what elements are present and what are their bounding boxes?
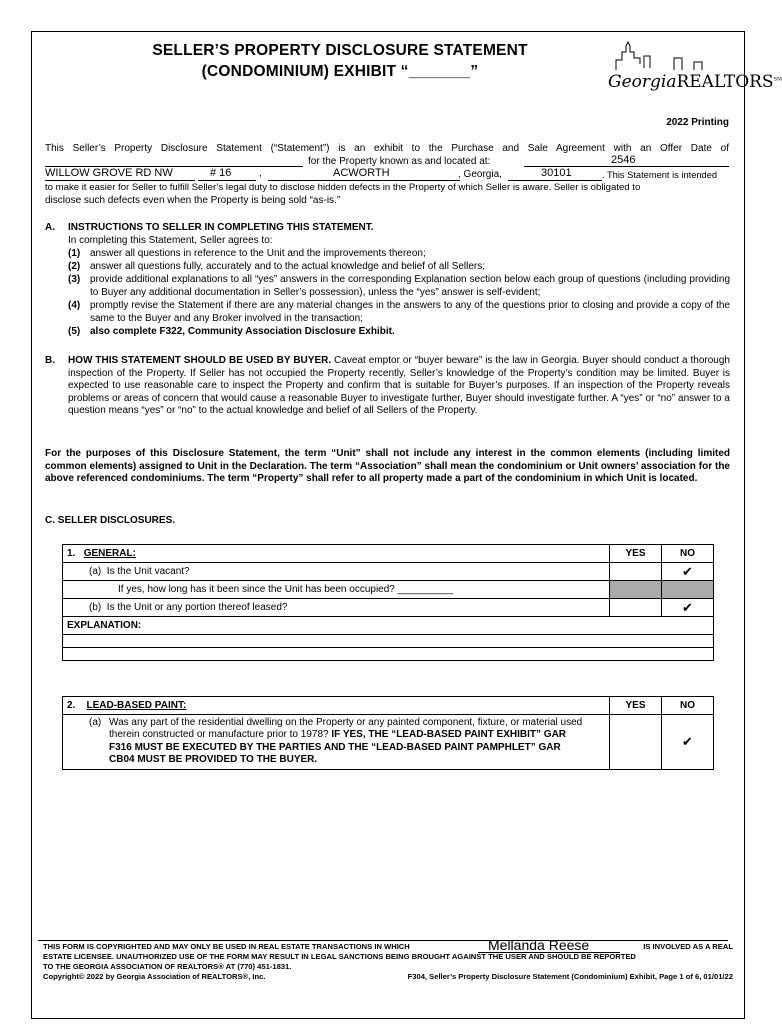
table-row bbox=[63, 697, 714, 715]
footer-copyright-notice bbox=[43, 938, 733, 982]
logo-realtors-text: REALTORS bbox=[676, 72, 774, 92]
general-header bbox=[63, 545, 610, 563]
intro-line-4: to make it easier for Seller to fulfill Seller’s legal duty to disclose hidden defects in the Property of which Seller is aware. Seller is obligated to bbox=[45, 182, 641, 193]
licensee-name-field[interactable]: Mellanda Reese bbox=[488, 937, 590, 953]
table-row bbox=[63, 599, 714, 617]
definitions-paragraph: For the purposes of this Disclosure Statement, the term “Unit” shall not include any interest in the common elements (including limited common elements) assigned to Unit in the Declaration. The term “Association” shall mean the condominium or Unit owners’ association for the above referenced condominiums. The term “Property” shall refer to all property made a part of the condominium in which Unit is located. bbox=[45, 448, 730, 485]
question-2a-yes-cell[interactable] bbox=[610, 715, 662, 770]
comma-separator: , bbox=[259, 168, 262, 179]
footer-line-1 bbox=[43, 942, 733, 952]
section-a-lead: In completing this Statement, Seller agrees to: bbox=[68, 235, 273, 246]
question-1b bbox=[63, 599, 610, 617]
document-subtitle: (CONDOMINIUM) EXHIBIT “_______” bbox=[201, 63, 479, 80]
zip-field[interactable]: 30101 bbox=[541, 167, 572, 179]
question-1b-yes-cell[interactable] bbox=[610, 599, 662, 617]
lead-no-header: NO bbox=[662, 697, 714, 715]
logo-georgia-text: Georgia bbox=[608, 72, 677, 92]
general-no-header: NO bbox=[662, 545, 714, 563]
question-2a-no-check[interactable]: ✔ bbox=[662, 715, 714, 770]
instruction-3-text: provide additional explanations to all “yes” answers in the corresponding Explanation section below each group of questions (including providing to Buyer any additional documentation in Seller’s possession), unless the “yes” answer is self-evident; bbox=[90, 274, 730, 298]
explanation-line[interactable] bbox=[63, 648, 714, 661]
section-c-heading: C. SELLER DISCLOSURES. bbox=[45, 515, 176, 526]
question-2a bbox=[63, 715, 610, 770]
shaded-cell bbox=[610, 581, 662, 599]
question-1a-yes-cell[interactable] bbox=[610, 563, 662, 581]
question-2a-body bbox=[109, 717, 589, 767]
table-row bbox=[63, 581, 714, 599]
instruction-5-num: (5) bbox=[68, 326, 81, 337]
lead-paint-table bbox=[62, 696, 714, 770]
footer-line-2: ESTATE LICENSEE. UNAUTHORIZED USE OF THE FORM MAY RESULT IN LEGAL SANCTIONS BEING BROUGHT AGAINST THE USER AND SHOULD BE REPORTED bbox=[43, 952, 636, 961]
section-b-heading: HOW THIS STATEMENT SHOULD BE USED BY BUYER. bbox=[68, 355, 332, 366]
general-yes-header: YES bbox=[610, 545, 662, 563]
intro-line-3-end: . This Statement is intended bbox=[602, 170, 718, 180]
explanation-line[interactable] bbox=[63, 635, 714, 648]
shaded-cell bbox=[662, 581, 714, 599]
street-number-field[interactable]: 2546 bbox=[611, 154, 636, 166]
instruction-5-text: also complete F322, Community Association Disclosure Exhibit. bbox=[90, 326, 395, 337]
section-b-paragraph bbox=[68, 355, 730, 418]
instruction-4-num: (4) bbox=[68, 300, 81, 311]
section-a-label: A. bbox=[45, 222, 55, 233]
instruction-4-text: promptly revise the Statement if there are any material changes in the answers to any of the questions prior to closing and provide a copy of the same to the Buyer and any Broker involved in the transaction; bbox=[90, 300, 730, 324]
question-1b-label: (b) bbox=[89, 602, 102, 613]
table-row bbox=[63, 563, 714, 581]
document-title: SELLER’S PROPERTY DISCLOSURE STATEMENT bbox=[152, 42, 528, 59]
question-1a-text: Is the Unit vacant? bbox=[106, 566, 190, 577]
street-name-field[interactable]: WILLOW GROVE RD NW bbox=[45, 167, 173, 179]
footer-line-4 bbox=[43, 972, 733, 982]
instruction-1-text: answer all questions in reference to the Unit and the improvements thereon; bbox=[90, 248, 426, 259]
general-explanation-label: EXPLANATION: bbox=[63, 617, 714, 635]
question-1b-no-check[interactable]: ✔ bbox=[662, 599, 714, 617]
footer-line-1b: IS INVOLVED AS A REAL bbox=[643, 942, 733, 951]
question-2a-label: (a) bbox=[89, 717, 102, 728]
city-field[interactable]: ACWORTH bbox=[333, 167, 390, 179]
table-row bbox=[63, 545, 714, 563]
table-row bbox=[63, 648, 714, 661]
table-row bbox=[63, 617, 714, 635]
intro-line-1: This Seller’s Property Disclosure Statement (“Statement”) is an exhibit to the Purchase and Sale Agreement with an Offer Date of bbox=[45, 143, 729, 154]
zip-underline bbox=[508, 180, 602, 181]
question-1a-label: (a) bbox=[89, 566, 102, 577]
section-b-body: Caveat emptor or “buyer beware” is the law in Georgia. Buyer should conduct a thorough inspection of the Property. If Seller has not occupied the Property recently, Seller’s knowledge of the Property’s condition may be limited. Buyer is expected to use reasonable care to inspect the Property and confirm that is suitable for Buyer’s purposes. If an inspection of the Property reveals problems or areas of concern that would cause a reasonable Buyer to investigate further, Buyer should investigate further. A “yes” or “no” answer to a question means “yes” or “no” to the actual knowledge and belief of all Sellers of the Property. bbox=[68, 355, 730, 417]
general-table bbox=[62, 544, 714, 661]
instruction-3-num: (3) bbox=[68, 274, 81, 285]
lead-header bbox=[63, 697, 610, 715]
instruction-1-num: (1) bbox=[68, 248, 81, 259]
printing-year: 2022 Printing bbox=[666, 117, 729, 128]
georgia-realtors-logo: GeorgiaREALTORS℠ bbox=[608, 72, 782, 92]
question-1a bbox=[63, 563, 610, 581]
question-1b-text: Is the Unit or any portion thereof leased? bbox=[106, 602, 288, 613]
licensee-underline bbox=[478, 952, 620, 953]
lead-yes-header: YES bbox=[610, 697, 662, 715]
question-2a-warning: IF YES, THE “LEAD-BASED PAINT EXHIBIT” GAR F316 MUST BE EXECUTED BY THE PARTIES AND THE “LEAD-BASED PAINT PAMPHLET” GAR CB04 MUST BE PROVIDED TO THE BUYER. bbox=[109, 729, 567, 766]
table-row bbox=[63, 715, 714, 770]
footer-copyright: Copyright© 2022 by Georgia Association of REALTORS®, Inc. bbox=[43, 972, 266, 981]
question-1a-no-check[interactable]: ✔ bbox=[662, 563, 714, 581]
city-underline bbox=[268, 180, 460, 181]
question-2a-row bbox=[89, 717, 589, 767]
section-b-label: B. bbox=[45, 355, 55, 366]
footer-form-id: F304, Seller’s Property Disclosure Statement (Condominium) Exhibit, Page 1 of 6, 01/01/22 bbox=[407, 972, 733, 981]
footer-line-3: TO THE GEORGIA ASSOCIATION OF REALTORS® AT (770) 451-1831. bbox=[43, 962, 292, 971]
general-title: GENERAL: bbox=[83, 548, 136, 559]
lead-num: 2. bbox=[67, 700, 76, 711]
section-a-heading: INSTRUCTIONS TO SELLER IN COMPLETING THIS STATEMENT. bbox=[68, 222, 374, 233]
question-1a-followup: If yes, how long has it been since the Unit has been occupied? __________ bbox=[63, 581, 610, 599]
general-num: 1. bbox=[67, 548, 76, 559]
footer-line-1a: THIS FORM IS COPYRIGHTED AND MAY ONLY BE USED IN REAL ESTATE TRANSACTIONS IN WHICH bbox=[43, 942, 410, 951]
table-row bbox=[63, 635, 714, 648]
instruction-2-num: (2) bbox=[68, 261, 81, 272]
intro-line-5: disclose such defects even when the Property is being sold “as-is.” bbox=[45, 195, 341, 206]
street-name-underline bbox=[45, 180, 195, 181]
lead-title: LEAD-BASED PAINT: bbox=[86, 700, 187, 711]
unit-number-field[interactable]: # 16 bbox=[210, 167, 232, 179]
state-label: , Georgia, bbox=[458, 169, 502, 180]
intro-line-2: for the Property known as and located at: bbox=[308, 156, 491, 167]
instruction-2-text: answer all questions fully, accurately and to the actual knowledge and belief of all Sellers; bbox=[90, 261, 486, 272]
question-2a-text: Was any part of the residential dwelling on the Property or any painted component, fixture, or material used therein constructed or manufacture prior to 1978? bbox=[109, 717, 583, 741]
unit-underline bbox=[198, 180, 256, 181]
